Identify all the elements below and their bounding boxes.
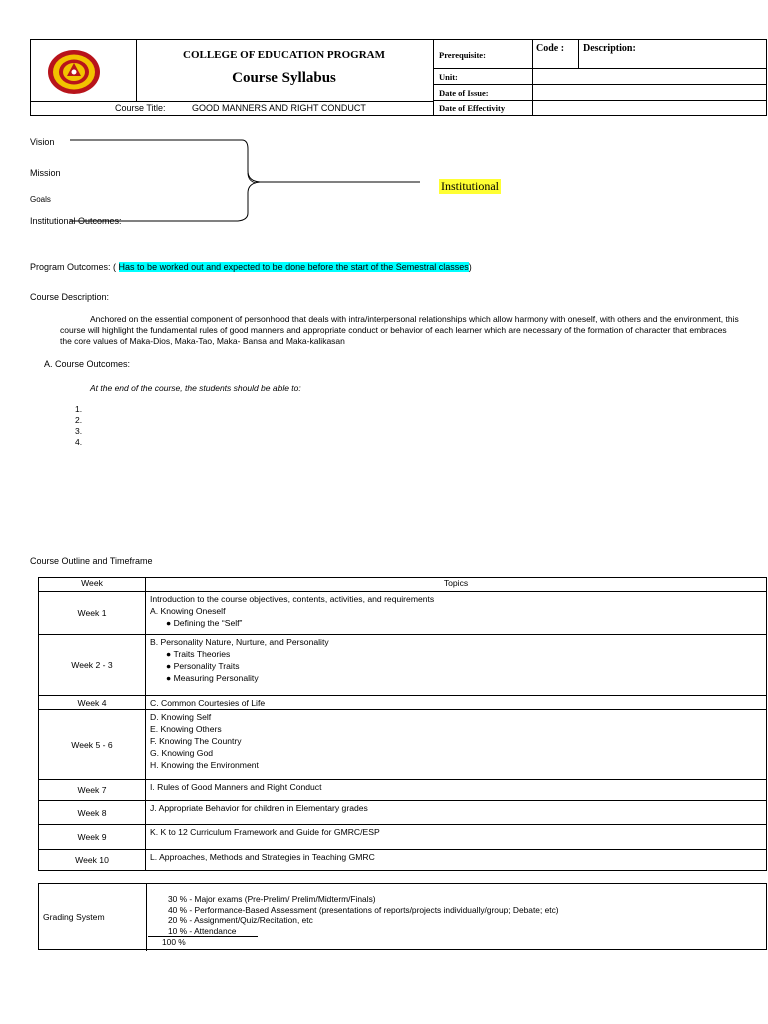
course-description-text: Anchored on the essential component of personhood that deals with intra/interpersonal relationships which allow harmony with oneself, with others and the environment, this course will highlight the fundamental rules of good manners and appropriate conduct or behavior of each learner which are necessary of the formation of character that embraces the core values of Maka-Dios, Maka-Tao, Maka- Bansa and Maka-kalikasan	[60, 314, 739, 346]
code-label: Code :	[536, 43, 565, 54]
header-divider	[433, 68, 767, 69]
topic-line: F. Knowing The Country	[150, 736, 242, 746]
outcome-item: 1.	[75, 404, 83, 414]
topic-line: I. Rules of Good Manners and Right Conduct	[150, 782, 322, 792]
header-divider	[578, 39, 579, 68]
topics-cell	[146, 710, 767, 780]
table-row	[39, 801, 767, 825]
course-outline-table	[38, 577, 767, 871]
course-title-label: Course Title:	[115, 103, 166, 113]
grading-items	[162, 894, 559, 948]
table-row	[39, 850, 767, 871]
course-outline-label: Course Outline and Timeframe	[30, 556, 153, 566]
vision-label: Vision	[30, 137, 55, 147]
header-divider	[433, 100, 767, 101]
grading-item: 20 % - Assignment/Quiz/Recitation, etc	[168, 915, 313, 925]
date-of-issue-label: Date of Issue:	[439, 88, 489, 98]
goals-label: Goals	[30, 195, 51, 204]
description-label: Description:	[583, 43, 636, 54]
table-row	[39, 635, 767, 696]
institutional-highlight: Institutional	[441, 179, 499, 193]
grading-item: 40 % - Performance-Based Assessment (presentations of reports/projects individually/group; Debate; etc)	[168, 904, 559, 915]
topics-cell	[146, 635, 767, 696]
course-description-label: Course Description:	[30, 292, 110, 302]
program-outcomes	[30, 262, 472, 272]
document-title: Course Syllabus	[232, 70, 336, 86]
topics-cell	[146, 780, 767, 801]
grading-item: 10 % - Attendance	[148, 926, 258, 938]
outcome-item: 4.	[75, 437, 83, 447]
brace-connector	[60, 135, 430, 230]
institutional-outcomes-label: Institutional Outcomes:	[30, 216, 122, 226]
topic-line: Introduction to the course objectives, contents, activities, and requirements	[150, 594, 435, 604]
week-cell: Week 4	[39, 696, 146, 710]
program-outcomes-note: Has to be worked out and expected to be done before the start of the Semestral classes	[118, 262, 469, 272]
topic-line: L. Approaches, Methods and Strategies in Teaching GMRC	[150, 852, 375, 862]
topic-line: K. K to 12 Curriculum Framework and Guide for GMRC/ESP	[150, 827, 380, 837]
table-row	[39, 780, 767, 801]
grading-system-box	[38, 883, 767, 950]
college-seal-logo	[47, 49, 101, 95]
topic-line: A. Knowing Oneself	[150, 606, 226, 616]
topic-line: B. Personality Nature, Nurture, and Personality	[150, 637, 329, 647]
prerequisite-label: Prerequisite:	[439, 50, 486, 60]
week-cell: Week 5 - 6	[39, 710, 146, 780]
course-title-row	[30, 101, 433, 115]
mission-label: Mission	[30, 168, 61, 178]
topic-line: H. Knowing the Environment	[150, 760, 259, 770]
topic-line: J. Appropriate Behavior for children in Elementary grades	[150, 803, 368, 813]
course-title-value: GOOD MANNERS AND RIGHT CONDUCT	[192, 103, 366, 113]
grading-item: 30 % - Major exams (Pre-Prelim/ Prelim/Midterm/Finals)	[168, 894, 376, 904]
course-outcomes-intro: At the end of the course, the students should be able to:	[90, 383, 301, 393]
header-divider	[532, 39, 533, 116]
topics-cell	[146, 825, 767, 850]
topics-cell	[146, 850, 767, 871]
course-outcomes-label: A. Course Outcomes:	[44, 359, 131, 369]
unit-label: Unit:	[439, 72, 458, 82]
grading-system-label: Grading System	[43, 912, 105, 922]
week-cell: Week 7	[39, 780, 146, 801]
table-row	[39, 696, 767, 710]
program-name: COLLEGE OF EDUCATION PROGRAM	[183, 49, 385, 61]
table-header-row	[39, 578, 767, 592]
table-row	[39, 710, 767, 780]
week-column-header: Week	[39, 578, 146, 592]
program-outcomes-label: Program Outcomes: (	[30, 262, 117, 272]
grading-divider	[146, 884, 147, 951]
topic-line: G. Knowing God	[150, 748, 214, 758]
topics-cell	[146, 801, 767, 825]
topic-line: D. Knowing Self	[150, 712, 212, 722]
course-outcomes-list	[75, 404, 82, 448]
topic-bullet: ● Measuring Personality	[166, 673, 259, 683]
week-cell: Week 10	[39, 850, 146, 871]
week-cell: Week 9	[39, 825, 146, 850]
topic-bullet: ● Traits Theories	[166, 649, 231, 659]
week-cell: Week 2 - 3	[39, 635, 146, 696]
week-cell: Week 1	[39, 592, 146, 635]
table-row	[39, 592, 767, 635]
topic-bullet: ● Defining the “Self”	[166, 618, 243, 628]
date-of-effectivity-label: Date of Effectivity	[439, 103, 506, 113]
topic-line: E. Knowing Others	[150, 724, 222, 734]
header-divider	[433, 39, 434, 116]
week-cell: Week 8	[39, 801, 146, 825]
topic-line: C. Common Courtesies of Life	[150, 698, 266, 708]
outcome-item: 3.	[75, 426, 83, 436]
header-divider	[433, 84, 767, 85]
grading-total: 100 %	[162, 937, 186, 947]
topics-cell	[146, 696, 767, 710]
topics-cell	[146, 592, 767, 635]
topics-column-header: Topics	[146, 578, 767, 592]
table-row	[39, 825, 767, 850]
outcome-item: 2.	[75, 415, 83, 425]
program-outcomes-close: )	[468, 262, 472, 272]
topic-bullet: ● Personality Traits	[166, 661, 240, 671]
